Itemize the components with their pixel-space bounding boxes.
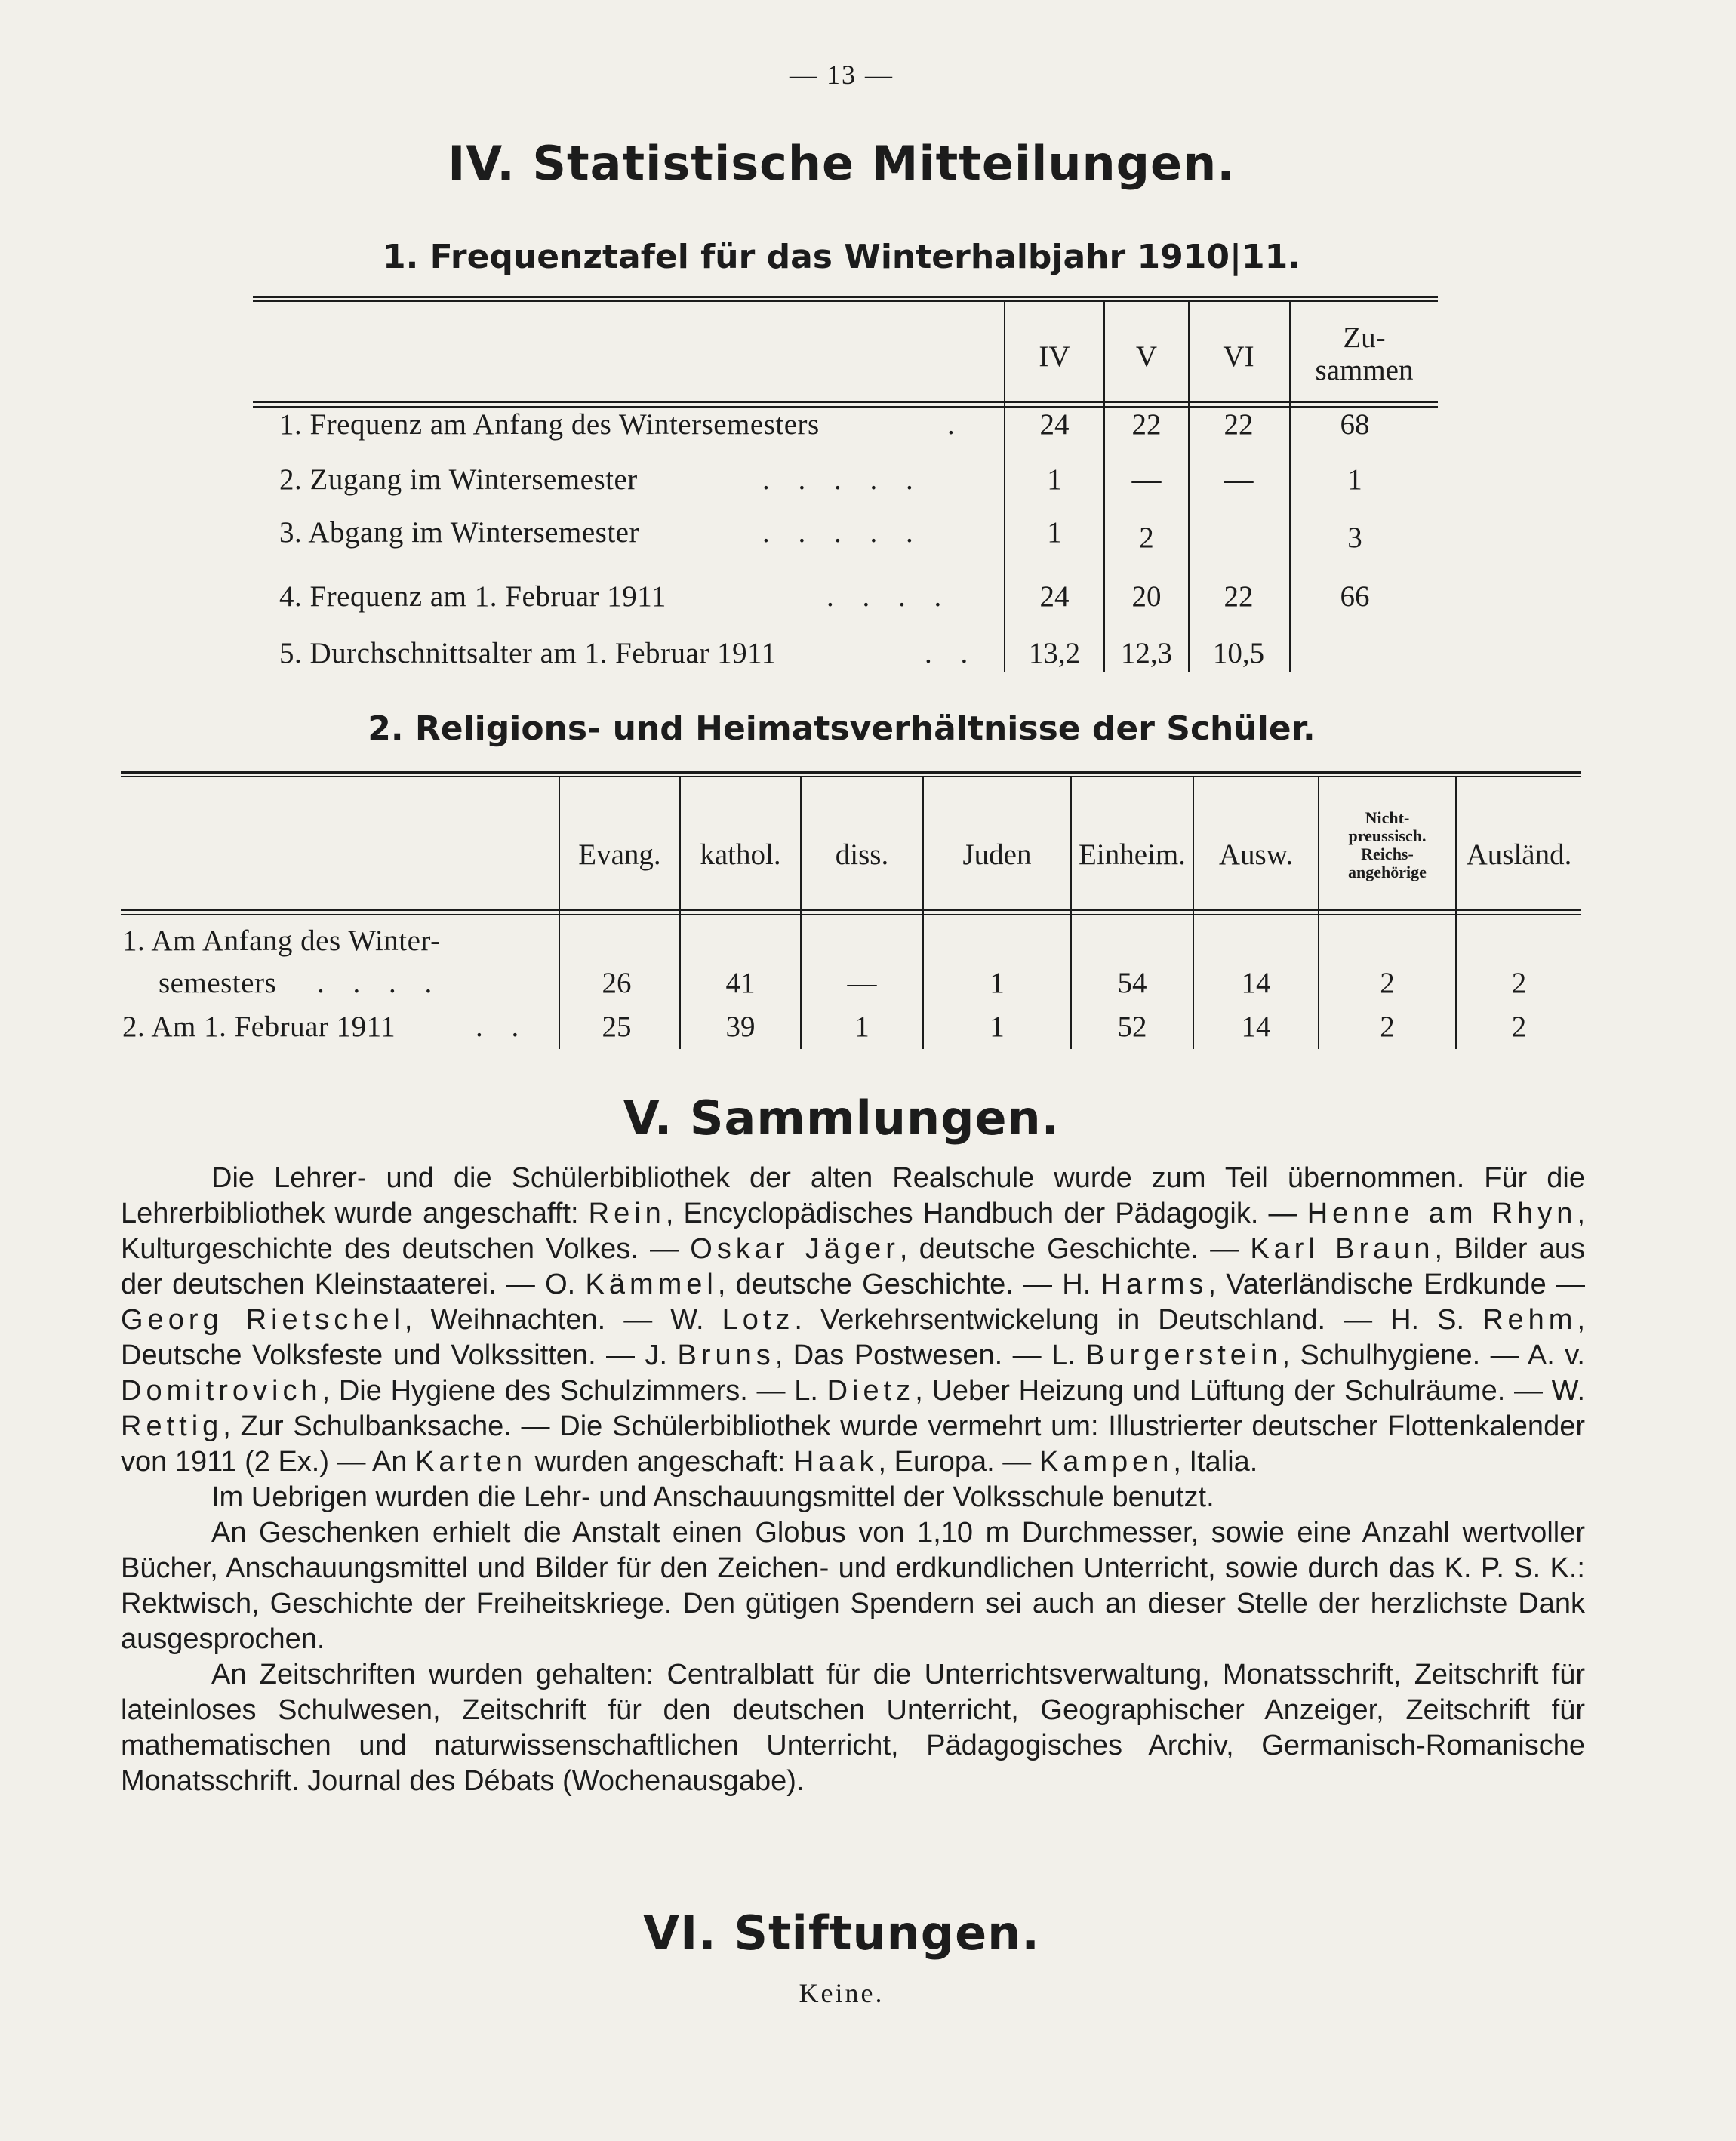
row-dots: . . . . . xyxy=(762,516,924,549)
cell-iv: 24 xyxy=(1039,580,1070,613)
text-run: wurden angeschaft: xyxy=(527,1446,793,1478)
row-label: 3. Abgang im Wintersemester xyxy=(279,516,639,549)
author-name: Karl Braun xyxy=(1250,1233,1435,1265)
table-2-col-divider xyxy=(800,777,802,1049)
row-label-line1: 2. Am 1. Februar 1911 xyxy=(122,1011,396,1043)
cell-non-prussian: 2 xyxy=(1380,967,1395,999)
row-dots: . . . . . xyxy=(762,463,924,496)
row-dots: . . . . xyxy=(317,967,443,999)
text-run: , deutsche Geschichte. — xyxy=(899,1233,1251,1265)
author-name: Haak xyxy=(793,1446,879,1478)
cell-diss: 1 xyxy=(854,1011,870,1043)
text-run: , Italia. xyxy=(1173,1446,1258,1478)
col-header-total-line1: Zu- xyxy=(1343,321,1386,354)
text-run: , Europa. — xyxy=(878,1446,1039,1478)
row-dots: . xyxy=(947,408,965,441)
table-1-title: 1. Frequenztafel für das Winterhalbjahr 1910|11. xyxy=(382,238,1300,276)
cell-evang: 25 xyxy=(602,1011,632,1043)
cell-kathol: 41 xyxy=(725,967,756,999)
section-5-title: V. Sammlungen. xyxy=(623,1090,1060,1146)
collections-text xyxy=(121,1161,1585,1799)
page-number: — 13 — xyxy=(790,60,894,90)
paragraph-periodicals: An Zeitschriften wurden gehalten: Centralblatt für die Unterrichtsverwaltung, Monatsschrift, Zeitschrift für lateinloses Schulwesen, Zeitschrift für den deutschen Unterricht, Geographischer Anzeiger, Zeitschrift für mathematischen und naturwissenschaftlichen Unterricht, Pädagogisches Archiv, Germanisch-Romanische Monatsschrift. Journal des Débats (Wochenausgabe). xyxy=(121,1659,1585,1797)
cell-kathol: 39 xyxy=(725,1011,756,1043)
text-run: , Weihnachten. — W. xyxy=(404,1304,722,1336)
text-run: Die Lehrer- und die Schülerbibliothek der alten Realschule wurde zum Teil übernommen. Für die Lehrerbibliothek wurde angeschafft: xyxy=(121,1162,1585,1229)
cell-einheim: 52 xyxy=(1117,1011,1147,1043)
paragraph-teaching-aids: Im Uebrigen wurden die Lehr- und Anschauungsmittel der Volksschule benutzt. xyxy=(211,1481,1214,1513)
cell-diss: — xyxy=(847,967,877,999)
author-name: Dietz xyxy=(826,1375,916,1407)
cell-einheim: 54 xyxy=(1117,967,1147,999)
author-name: Henne am Rhyn xyxy=(1307,1198,1577,1229)
cell-vi: 10,5 xyxy=(1212,637,1265,669)
table-2-top-rule xyxy=(121,771,1581,774)
cell-v: 12,3 xyxy=(1120,637,1173,669)
col-header-total-line2: sammen xyxy=(1315,354,1414,386)
table-1-top-rule-2 xyxy=(253,300,1438,302)
cell-non-prussian: 2 xyxy=(1380,1011,1395,1043)
cell-iv: 24 xyxy=(1039,408,1070,441)
author-name: Karten xyxy=(415,1446,528,1478)
cell-auslaend: 2 xyxy=(1511,967,1527,999)
cell-v: 20 xyxy=(1131,580,1162,613)
table-1-header-rule xyxy=(253,401,1438,403)
text-run: , Die Hygiene des Schulzimmers. — L. xyxy=(322,1375,827,1407)
cell-total: 1 xyxy=(1347,463,1362,496)
col-header-auslaend: Ausländ. xyxy=(1466,838,1572,871)
cell-juden: 1 xyxy=(990,967,1005,999)
cell-vi: 22 xyxy=(1224,408,1254,441)
cell-v: 2 xyxy=(1139,521,1154,554)
table-1-top-rule xyxy=(253,296,1438,298)
cell-ausw: 14 xyxy=(1241,967,1271,999)
table-2-col-divider xyxy=(1070,777,1072,1049)
table-2-col-divider xyxy=(1193,777,1194,1049)
paragraph-gifts: An Geschenken erhielt die Anstalt einen Globus von 1,10 m Durchmesser, sowie eine Anzahl wertvoller Bücher, Anschauungsmittel und Bilder für den Zeichen- und erdkundlichen Unterricht, sowie durch das K. P. S. K.: Rektwisch, Geschichte der Freiheitskriege. Den gütigen Spendern sei auch an dieser Stelle der herzlichste Dank ausgesprochen. xyxy=(121,1517,1585,1655)
cell-iv: 1 xyxy=(1047,463,1062,496)
col-header-non-prussian-line4: angehörige xyxy=(1348,863,1427,881)
author-name: Burgerstein xyxy=(1085,1340,1282,1371)
col-header-ausw: Ausw. xyxy=(1218,838,1294,871)
table-2-title: 2. Religions- und Heimatsverhältnisse der Schüler. xyxy=(368,709,1316,748)
col-header-v: V xyxy=(1135,340,1158,373)
text-run: , Bilder aus der deutschen Kleinstaaterei. — O. xyxy=(121,1233,1585,1300)
author-name: Lotz xyxy=(722,1304,795,1336)
cell-v: — xyxy=(1131,463,1162,496)
cell-total: 66 xyxy=(1340,580,1370,613)
text-run: , Zur Schulbanksache. — Die Schülerbibliothek wurde vermehrt um: Illustrierter deutscher Flottenkalender von 1911 (2 Ex.) — An xyxy=(121,1410,1585,1478)
section-6-title: VI. Stiftungen. xyxy=(643,1906,1040,1961)
table-2-header-rule xyxy=(121,909,1581,911)
text-run: , Vaterländische Erdkunde — xyxy=(1208,1269,1585,1300)
text-run: , Schulhygiene. — A. v. xyxy=(1282,1340,1585,1371)
table-2-col-divider xyxy=(922,777,924,1049)
text-run: , Ueber Heizung und Lüftung der Schulräume. — W. xyxy=(915,1375,1585,1407)
row-label-line1: 1. Am Anfang des Winter- xyxy=(122,924,441,957)
row-label: 4. Frequenz am 1. Februar 1911 xyxy=(279,580,666,613)
col-header-vi: VI xyxy=(1223,340,1254,373)
cell-vi: — xyxy=(1224,463,1254,496)
row-label: 5. Durchschnittsalter am 1. Februar 1911 xyxy=(279,637,777,669)
foundations-text: Keine. xyxy=(799,1978,885,2008)
col-header-kathol: kathol. xyxy=(700,838,781,871)
col-header-diss: diss. xyxy=(835,838,889,871)
table-2-col-divider xyxy=(679,777,681,1049)
cell-auslaend: 2 xyxy=(1511,1011,1527,1043)
text-run: . Verkehrsentwickelung in Deutschland. — H. S. xyxy=(794,1304,1483,1336)
section-4-title: IV. Statistische Mitteilungen. xyxy=(448,136,1236,191)
row-label: 1. Frequenz am Anfang des Wintersemesters xyxy=(279,408,820,441)
table-2-header-rule-2 xyxy=(121,914,1581,915)
text-run: , deutsche Geschichte. — H. xyxy=(717,1269,1101,1300)
paragraph-library xyxy=(121,1161,1585,1480)
col-header-evang: Evang. xyxy=(578,838,661,871)
cell-ausw: 14 xyxy=(1241,1011,1271,1043)
text-run: , Kulturgeschichte des deutschen Volkes. — xyxy=(121,1198,1585,1265)
author-name: Bruns xyxy=(677,1340,775,1371)
table-2-top-rule-2 xyxy=(121,776,1581,777)
author-name: Rein xyxy=(588,1198,666,1229)
text-run: , Das Postwesen. — L. xyxy=(774,1340,1086,1371)
cell-vi: 22 xyxy=(1224,580,1254,613)
cell-total: 68 xyxy=(1340,408,1370,441)
col-header-non-prussian-line2: preussisch. xyxy=(1348,826,1427,845)
author-name: Georg Rietschel xyxy=(121,1304,405,1336)
col-header-non-prussian-line1: Nicht- xyxy=(1365,808,1410,827)
col-header-juden: Juden xyxy=(962,838,1032,871)
table-2-col-divider xyxy=(1455,777,1457,1049)
author-name: Rettig xyxy=(121,1410,223,1442)
row-label: 2. Zugang im Wintersemester xyxy=(279,463,638,496)
col-header-einheim: Einheim. xyxy=(1079,838,1186,871)
text-run: , Deutsche Volksfeste und Volkssitten. — J. xyxy=(121,1304,1585,1371)
cell-evang: 26 xyxy=(602,967,632,999)
row-dots: . . xyxy=(925,637,979,669)
author-name: Domitrovich xyxy=(121,1375,322,1407)
author-name: Harms xyxy=(1100,1269,1208,1300)
col-header-non-prussian-line3: Reichs- xyxy=(1361,844,1414,863)
table-2-col-divider xyxy=(559,777,560,1049)
cell-iv: 1 xyxy=(1047,516,1062,549)
cell-juden: 1 xyxy=(990,1011,1005,1043)
author-name: Kampen xyxy=(1039,1446,1174,1478)
cell-v: 22 xyxy=(1131,408,1162,441)
col-header-iv: IV xyxy=(1039,340,1070,373)
author-name: Kämmel xyxy=(585,1269,718,1300)
author-name: Oskar Jäger xyxy=(690,1233,900,1265)
cell-iv: 13,2 xyxy=(1028,637,1081,669)
cell-total: 3 xyxy=(1347,521,1362,554)
row-dots: . . xyxy=(476,1011,530,1043)
text-run: , Encyclopädisches Handbuch der Pädagogik. — xyxy=(665,1198,1307,1229)
row-label-line2: semesters xyxy=(159,967,277,999)
author-name: Rehm xyxy=(1482,1304,1577,1336)
row-dots: . . . . xyxy=(826,580,953,613)
